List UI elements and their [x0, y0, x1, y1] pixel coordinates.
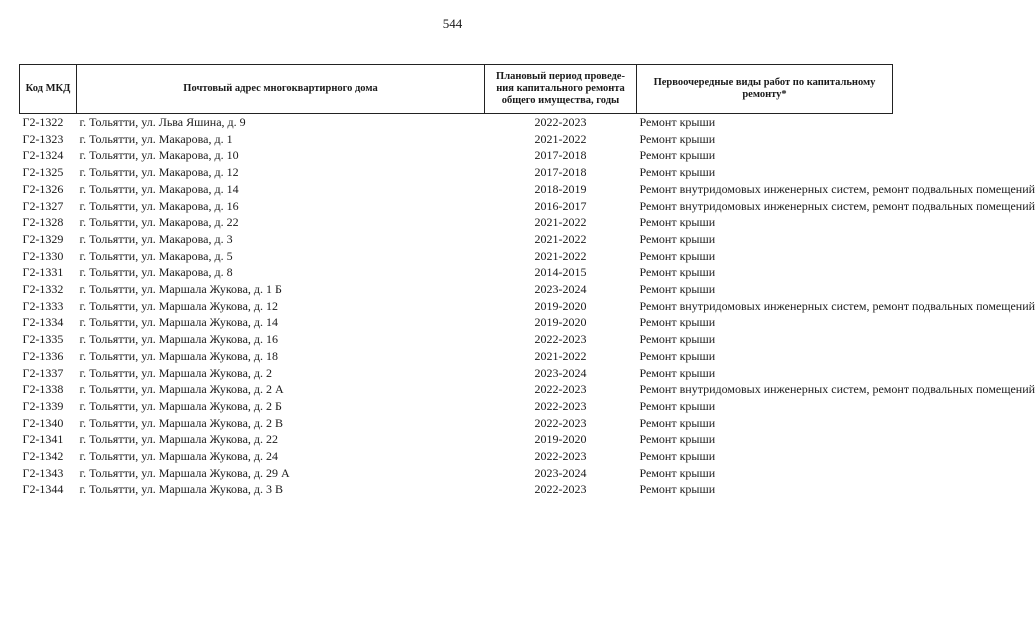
cell-works: Ремонт крыши	[639, 332, 716, 347]
cell-code: Г2-1332	[22, 282, 64, 297]
cell-period: 2014-2015	[534, 265, 587, 280]
cell-code: Г2-1326	[22, 181, 64, 196]
page-number: 544	[442, 16, 463, 31]
table-row	[20, 331, 893, 348]
cell-address: г. Тольятти, ул. Макарова, д. 1	[79, 131, 233, 146]
cell-period: 2017-2018	[534, 165, 587, 180]
cell-address: г. Тольятти, ул. Макарова, д. 14	[79, 181, 239, 196]
cell-address: г. Тольятти, ул. Макарова, д. 16	[79, 198, 239, 213]
cell-code: Г2-1340	[22, 415, 64, 430]
cell-period: 2023-2024	[534, 465, 587, 480]
cell-works: Ремонт крыши	[639, 115, 716, 129]
cell-code: Г2-1330	[22, 248, 64, 263]
cell-works: Ремонт крыши	[639, 398, 716, 413]
table-row	[20, 114, 893, 131]
cell-address: г. Тольятти, ул. Маршала Жукова, д. 22	[79, 432, 278, 447]
cell-code: Г2-1322	[22, 115, 64, 129]
header-address: Почтовый адрес многоквартирного дома	[77, 65, 485, 114]
table-row	[20, 381, 893, 398]
table-row	[20, 147, 893, 164]
cell-works: Ремонт крыши	[639, 482, 716, 497]
table-row	[20, 415, 893, 432]
cell-works: Ремонт внутридомовых инженерных систем, ремонт подвальных помещений	[639, 382, 1035, 397]
cell-period: 2021-2022	[534, 348, 587, 363]
cell-address: г. Тольятти, ул. Маршала Жукова, д. 3 В	[79, 482, 284, 497]
cell-address: г. Тольятти, ул. Макарова, д. 3	[79, 231, 233, 246]
table-row	[20, 398, 893, 415]
table-row	[20, 231, 893, 248]
cell-period: 2022-2023	[534, 382, 587, 397]
cell-address: г. Тольятти, ул. Маршала Жукова, д. 18	[79, 348, 278, 363]
cell-works: Ремонт крыши	[639, 415, 716, 430]
cell-address: г. Тольятти, ул. Маршала Жукова, д. 2 В	[79, 415, 284, 430]
cell-code: Г2-1327	[22, 198, 64, 213]
cell-period: 2021-2022	[534, 231, 587, 246]
table-row	[20, 365, 893, 382]
cell-works: Ремонт крыши	[639, 165, 716, 180]
cell-period: 2022-2023	[534, 115, 587, 129]
table-row	[20, 281, 893, 298]
header-row	[20, 65, 893, 114]
cell-period: 2019-2020	[534, 315, 587, 330]
cell-period: 2022-2023	[534, 332, 587, 347]
cell-period: 2021-2022	[534, 215, 587, 230]
cell-period: 2021-2022	[534, 248, 587, 263]
cell-code: Г2-1343	[22, 465, 64, 480]
cell-address: г. Тольятти, ул. Макарова, д. 5	[79, 248, 233, 263]
cell-code: Г2-1341	[22, 432, 64, 447]
table-row	[20, 198, 893, 215]
table-row	[20, 298, 893, 315]
header-works: Первоочередные виды работ по капитальному ремонту*	[637, 65, 893, 114]
cell-code: Г2-1331	[22, 265, 64, 280]
cell-code: Г2-1336	[22, 348, 64, 363]
cell-address: г. Тольятти, ул. Маршала Жукова, д. 14	[79, 315, 278, 330]
cell-address: г. Тольятти, ул. Маршала Жукова, д. 2 Б	[79, 398, 282, 413]
table-row	[20, 181, 893, 198]
table-row	[20, 214, 893, 231]
cell-works: Ремонт крыши	[639, 148, 716, 163]
cell-code: Г2-1329	[22, 231, 64, 246]
table-row	[20, 248, 893, 265]
table-row	[20, 465, 893, 482]
cell-works: Ремонт крыши	[639, 215, 716, 230]
cell-address: г. Тольятти, ул. Маршала Жукова, д. 2 А	[79, 382, 284, 397]
table-row	[20, 314, 893, 331]
table-row	[20, 131, 893, 148]
cell-code: Г2-1342	[22, 449, 64, 464]
header-code: Код МКД	[20, 65, 77, 114]
cell-address: г. Тольятти, ул. Макарова, д. 12	[79, 165, 239, 180]
table-row	[20, 264, 893, 281]
cell-works: Ремонт крыши	[639, 231, 716, 246]
cell-works: Ремонт крыши	[639, 348, 716, 363]
cell-address: г. Тольятти, ул. Макарова, д. 8	[79, 265, 233, 280]
cell-period: 2017-2018	[534, 148, 587, 163]
cell-code: Г2-1334	[22, 315, 64, 330]
cell-period: 2022-2023	[534, 398, 587, 413]
cell-works: Ремонт крыши	[639, 365, 716, 380]
cell-works: Ремонт крыши	[639, 449, 716, 464]
cell-code: Г2-1333	[22, 298, 64, 313]
cell-works: Ремонт крыши	[639, 265, 716, 280]
cell-works: Ремонт внутридомовых инженерных систем, ремонт подвальных помещений	[639, 181, 1035, 196]
cell-address: г. Тольятти, ул. Маршала Жукова, д. 29 А	[79, 465, 290, 480]
table-header	[20, 65, 893, 114]
cell-code: Г2-1337	[22, 365, 64, 380]
cell-address: г. Тольятти, ул. Маршала Жукова, д. 2	[79, 365, 272, 380]
cell-period: 2023-2024	[534, 282, 587, 297]
cell-works: Ремонт крыши	[639, 432, 716, 447]
cell-works: Ремонт внутридомовых инженерных систем, ремонт подвальных помещений	[639, 198, 1035, 213]
cell-works: Ремонт крыши	[639, 282, 716, 297]
cell-code: Г2-1324	[22, 148, 64, 163]
table-row	[20, 448, 893, 465]
cell-address: г. Тольятти, ул. Льва Яшина, д. 9	[79, 115, 246, 129]
cell-works: Ремонт крыши	[639, 465, 716, 480]
header-period: Плановый период проведе-ния капитального ремонта общего имущества, годы	[485, 65, 637, 114]
table-body	[20, 114, 1035, 499]
cell-address: г. Тольятти, ул. Маршала Жукова, д. 16	[79, 332, 278, 347]
cell-period: 2022-2023	[534, 449, 587, 464]
cell-address: г. Тольятти, ул. Маршала Жукова, д. 12	[79, 298, 278, 313]
table-row	[20, 431, 893, 448]
cell-code: Г2-1344	[22, 482, 64, 497]
cell-period: 2018-2019	[534, 181, 587, 196]
cell-works: Ремонт крыши	[639, 315, 716, 330]
cell-code: Г2-1339	[22, 398, 64, 413]
table-row	[20, 348, 893, 365]
cell-address: г. Тольятти, ул. Маршала Жукова, д. 1 Б	[79, 282, 282, 297]
capital-repair-table	[19, 64, 1035, 498]
table-row	[20, 164, 893, 181]
cell-works: Ремонт крыши	[639, 248, 716, 263]
cell-code: Г2-1325	[22, 165, 64, 180]
cell-period: 2022-2023	[534, 482, 587, 497]
cell-address: г. Тольятти, ул. Макарова, д. 22	[79, 215, 239, 230]
cell-period: 2019-2020	[534, 298, 587, 313]
cell-code: Г2-1335	[22, 332, 64, 347]
cell-period: 2019-2020	[534, 432, 587, 447]
table-row	[20, 481, 893, 498]
cell-period: 2023-2024	[534, 365, 587, 380]
cell-period: 2021-2022	[534, 131, 587, 146]
cell-code: Г2-1338	[22, 382, 64, 397]
cell-address: г. Тольятти, ул. Маршала Жукова, д. 24	[79, 449, 278, 464]
cell-code: Г2-1328	[22, 215, 64, 230]
cell-works: Ремонт внутридомовых инженерных систем, ремонт подвальных помещений	[639, 298, 1035, 313]
cell-works: Ремонт крыши	[639, 131, 716, 146]
cell-period: 2022-2023	[534, 415, 587, 430]
cell-period: 2016-2017	[534, 198, 587, 213]
cell-address: г. Тольятти, ул. Макарова, д. 10	[79, 148, 239, 163]
cell-code: Г2-1323	[22, 131, 64, 146]
